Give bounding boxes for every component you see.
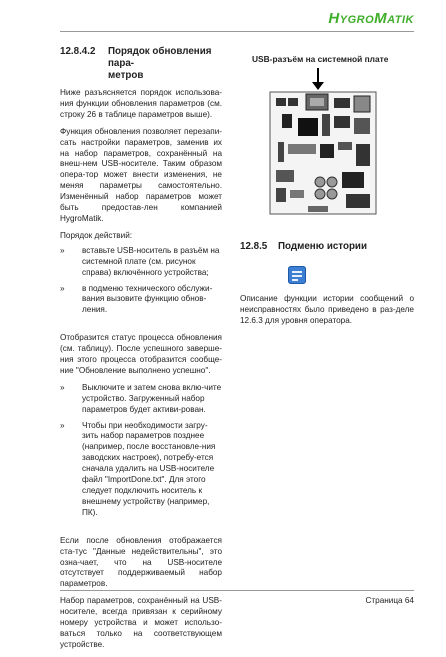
paragraph-procedure: Порядок действий: bbox=[60, 230, 133, 240]
system-board-illustration bbox=[268, 68, 380, 218]
list-item: » Выключите и затем снова вклю-чите устройство. Загруженный набор параметров будет активи-рован. bbox=[60, 382, 222, 414]
left-column bbox=[60, 46, 222, 657]
list-item: » в подменю технического обслужи-вания вызовите функцию обнов-ления. bbox=[60, 283, 213, 315]
history-section bbox=[240, 242, 414, 253]
hygromatik-logo: HYGROMATIK bbox=[328, 10, 414, 27]
paragraph-intro: Ниже разъясняется порядок использова-ния функции обновления параметров (см. строку 26 в таблице параметров выше). bbox=[60, 88, 222, 119]
right-column bbox=[240, 46, 414, 65]
history-menu-icon bbox=[288, 266, 306, 284]
section-heading-12-8-5: 12.8.5 Подменю истории bbox=[240, 241, 367, 252]
footer-rule bbox=[60, 590, 414, 591]
history-description bbox=[240, 294, 414, 333]
section-heading-12-8-4-2: 12.8.4.2 Порядок обновления пара- метров bbox=[60, 46, 212, 81]
paragraph-serial-binding: Набор параметров, сохранённый на USB-носителе, всегда привязан к серийному номеру устройства и может использо-ваться только на соответствующем устройстве. bbox=[60, 596, 222, 649]
list-item: » вставьте USB-носитель в разъём на системной плате (см. рисунок справа) включённого устройства; bbox=[60, 245, 220, 277]
paragraph-invalid-data: Если после обновления отображается ста-тус "Данные недействительны", это озна-чает, что на USB-носителе отсутствует поддерживаемый набор параметров. bbox=[60, 535, 222, 589]
paragraph-history: Описание функции истории сообщений о неисправностях было приведено в раз-деле 12.6.3 для уровня оператора. bbox=[240, 294, 414, 325]
paragraph-function: Функция обновления позволяет перезапи-сать настройки параметров, заменив их на набор параметров, сохранённый на внеш-нем USB-носителе. Таким образом опера-тор может внести изменения, не меняя параметры самостоятельно. Изменённый набор параметров может быть предостав-лен компанией HygroMatik. bbox=[60, 126, 222, 223]
list-item: » Чтобы при необходимости загру-зить набор параметров позднее (например, после восстановле-ния заводских настроек), потребу-ется сначала удалить на USB-носителе файл "ImportDone.txt". Для этого следует подключить носитель к внешнему устройству (например, ПК). bbox=[60, 420, 216, 517]
paragraph-status: Отобразится статус процесса обновления (см. таблицу). После успешного заверше-ния этого процесса отобразится сообще-ние "Обновление выполнено успешно". bbox=[60, 333, 222, 375]
figure-caption: USB-разъём на системной плате bbox=[252, 54, 389, 64]
header-rule bbox=[60, 31, 414, 32]
page-number: Страница 64 bbox=[365, 596, 414, 605]
